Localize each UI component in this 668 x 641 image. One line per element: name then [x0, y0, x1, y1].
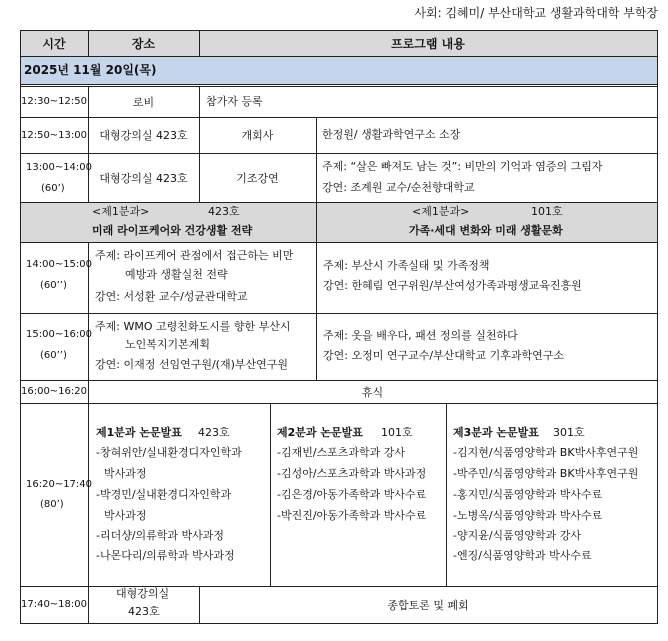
closing-place-1: 대형강의실 [116, 587, 170, 600]
session-right-room: 101호 [531, 205, 563, 218]
reg-place: 로비 [132, 95, 155, 109]
closing-place-2: 423호 [128, 605, 160, 618]
papers-col1-item: 박사과정 [104, 467, 147, 480]
break-time: 16:00~16:20 [20, 386, 87, 397]
papers-col1-title: 제1분과 논문발표 [96, 426, 182, 439]
papers-col3-item: -양지윤/식품영양학과 강사 [453, 529, 582, 542]
papers-col1-item: -박경민/실내환경디자인학과 [96, 488, 232, 501]
papers-col3-item: -엔징/식품영양학과 박사수료 [453, 549, 592, 562]
s2-right-topic: 주제: 옷을 배우다, 패션 정의를 실천하다 [323, 329, 518, 342]
papers-col2-item: -김재빈/스포츠과학과 강사 [277, 446, 406, 459]
papers-col1-room: 423호 [198, 426, 230, 439]
keynote-type: 기조강연 [236, 171, 279, 185]
keynote-place: 대형강의실 423호 [99, 171, 188, 185]
session-left-room: 423호 [208, 205, 240, 218]
session-right-label: <제1분과> [412, 205, 470, 218]
session-left-title: 미래 라이프케어와 건강생활 전략 [92, 224, 253, 237]
papers-col1-item: -창혀위안/실내환경디자인학과 [96, 446, 242, 459]
reg-content: 참가자 등록 [206, 95, 263, 108]
papers-col1-item: 박사과정 [104, 509, 147, 522]
s2-right-speaker: 강연: 오정미 연구교수/부산대학교 기후과학연구소 [323, 349, 565, 362]
papers-col2-item: -김은경/아동가족학과 박사수료 [277, 488, 427, 501]
session-left-label: <제1분과> [92, 205, 150, 218]
closing-content: 종합토론 및 폐회 [387, 598, 469, 612]
papers-col2-item: -박진진/아동가족학과 박사수료 [277, 509, 427, 522]
session-right-title: 가족·세대 변화와 미래 생활문화 [409, 224, 563, 237]
keynote-duration: (60’) [41, 183, 65, 194]
s1-left-topic-1: 주제: 라이프케어 관점에서 접근하는 비만 [95, 249, 294, 262]
opening-content: 한정원/ 생활과학연구소 소장 [322, 128, 461, 141]
papers-col2-room: 101호 [381, 426, 413, 439]
closing-time: 17:40~18:00 [20, 599, 87, 610]
s1-right-topic: 주제: 부산시 가족실태 및 가족정책 [323, 259, 490, 272]
papers-col1-item: -나몬다리/의류학과 박사과정 [96, 549, 235, 562]
s1-left-topic-2: 예방과 생활실천 전략 [125, 268, 228, 281]
keynote-topic: 주제: “살은 빠져도 남는 것”: 비만의 기억과 염증의 그림자 [322, 160, 603, 173]
break-content: 휴식 [361, 385, 384, 399]
s2-left-speaker: 강연: 이재정 선임연구원/(재)부산연구원 [95, 358, 289, 371]
papers-col2-item: -김성아/스포츠과학과 박사과정 [277, 467, 427, 480]
keynote-time: 13:00~14:00 [26, 162, 93, 173]
papers-col3-item: -박주민/식품영양학과 BK박사후연구원 [453, 467, 639, 480]
s1-right-speaker: 강연: 한혜림 연구위원/부산여성가족과평생교육진흥원 [323, 279, 582, 292]
papers-col3-item: -김지현/식품영양학과 BK박사후연구원 [453, 446, 639, 459]
opening-time: 12:50~13:00 [20, 129, 87, 141]
papers-duration: (80’) [40, 499, 64, 510]
header-time: 시간 [42, 36, 66, 51]
papers-col1-item: -리더샹/의류학과 박사과정 [96, 529, 225, 542]
s2-left-topic-1: 주제: WMO 고령친화도시를 향한 부산시 [95, 320, 291, 333]
s2-left-topic-2: 노인복지기본계획 [125, 338, 211, 351]
s1-left-speaker: 강연: 서성환 교수/성균관대학교 [95, 290, 248, 303]
date-label: 2025년 11월 20일(목) [24, 63, 157, 77]
papers-col2-title: 제2분과 논문발표 [277, 426, 363, 439]
opening-place: 대형강의실 423호 [99, 129, 188, 142]
host-line: 사회: 김혜미/ 부산대학교 생활과학대학 부학장 [414, 6, 658, 20]
s2-time: 15:00~16:00 [26, 329, 93, 340]
papers-time: 16:20~17:40 [26, 479, 93, 490]
s1-time: 14:00~15:00 [26, 259, 93, 270]
header-place: 장소 [131, 36, 156, 51]
papers-col3-room: 301호 [553, 426, 585, 439]
keynote-speaker: 강연: 조계원 교수/순천향대학교 [322, 181, 475, 194]
papers-col3-title: 제3분과 논문발표 [453, 426, 539, 439]
opening-type: 개회사 [241, 129, 274, 142]
s1-duration: (60’’) [40, 280, 67, 291]
papers-col3-item: -노병옥/식품영양학과 박사수료 [453, 509, 603, 522]
papers-col3-item: -홍지민/식품영양학과 박사수료 [453, 488, 603, 501]
reg-time: 12:30~12:50 [20, 96, 87, 107]
s2-duration: (60’’) [40, 350, 67, 361]
header-program: 프로그램 내용 [391, 36, 465, 51]
